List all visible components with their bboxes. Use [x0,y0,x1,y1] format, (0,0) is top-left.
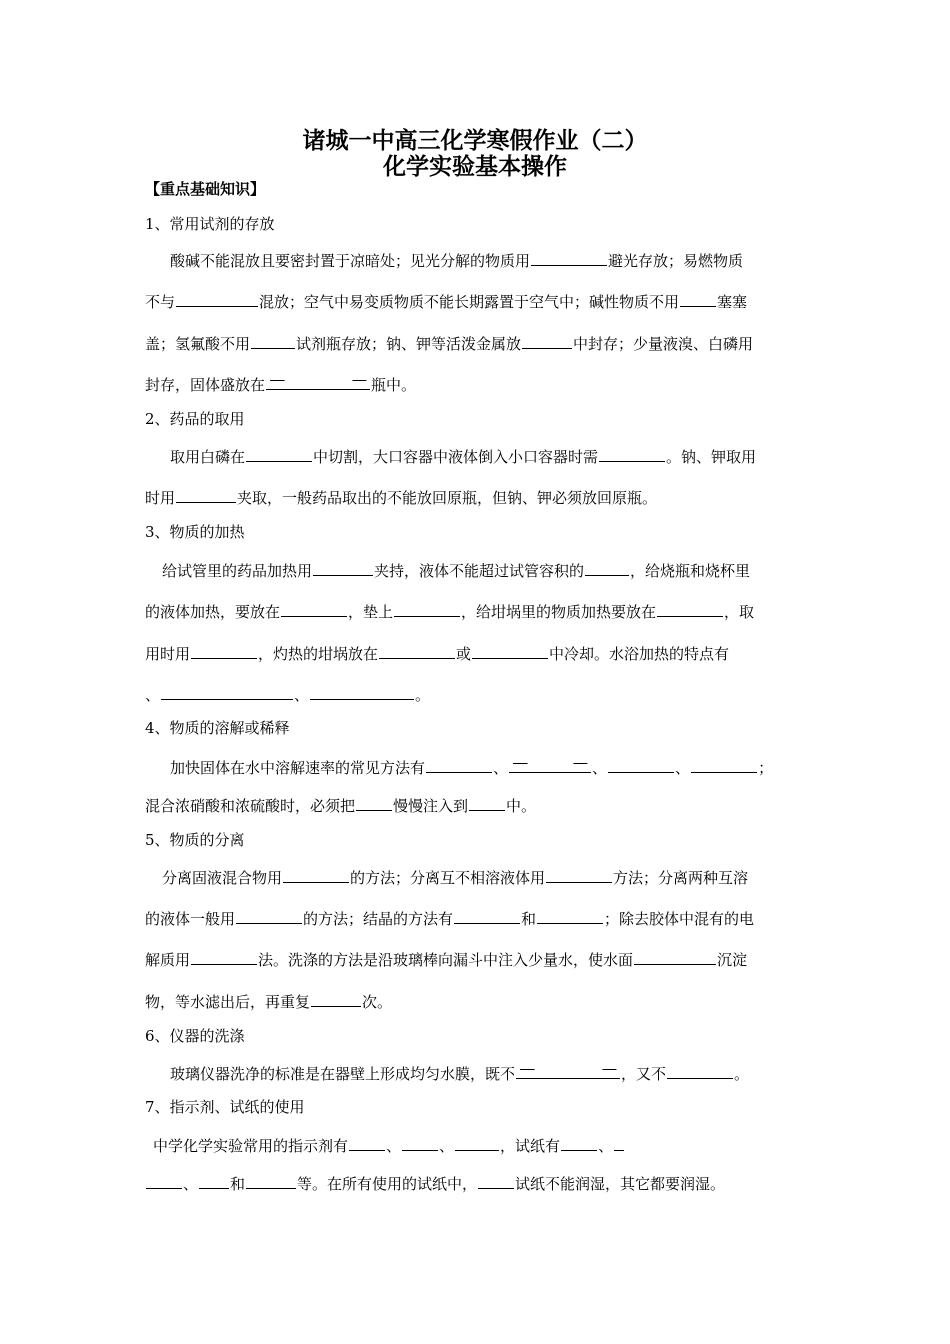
blank[interactable] [546,866,612,883]
blank[interactable] [236,907,302,924]
blank[interactable] [614,1134,624,1151]
s6-heading: 6、仪器的洗涤 [145,1027,245,1045]
blank[interactable] [311,990,361,1007]
blank[interactable] [349,1134,385,1151]
blank[interactable] [191,948,257,965]
section-heading: 【重点基础知识】 [145,180,266,198]
s1-line3: 盖；氢氟酸不用 试剂瓶存放；钠、钾等活泼金属放 中封存；少量液溴、白磷用 [145,332,753,354]
blank[interactable] [599,445,665,462]
s6-line1: 玻璃仪器洗净的标准是在器壁上形成均匀水膜，既不 ，又不 。 [170,1062,749,1084]
blank[interactable] [680,290,716,307]
s4-line1: 加快固体在水中溶解速率的常见方法有 、 、 、 ； [170,756,773,778]
blank[interactable] [531,249,607,266]
s5-line3: 解质用 法。洗涤的方法是沿玻璃棒向漏斗中注入少量水，使水面 沉淀 [145,948,747,970]
blank[interactable] [657,600,723,617]
s3-heading: 3、物质的加热 [145,523,245,541]
blank[interactable] [478,1172,514,1189]
blank[interactable] [246,445,312,462]
s1-line4: 封存，固体盛放在 瓶中。 [145,373,416,395]
blank[interactable] [455,1134,499,1151]
s4-heading: 4、物质的溶解或稀释 [145,719,290,737]
s4-line2: 混合浓硝酸和浓硫酸时，必须把 慢慢注入到 中。 [145,794,536,816]
blank[interactable] [191,642,257,659]
blank[interactable] [522,332,572,349]
blank[interactable] [161,683,293,700]
blank[interactable] [176,486,236,503]
blank[interactable] [516,1062,620,1079]
blank[interactable] [281,600,347,617]
blank[interactable] [313,559,373,576]
blank[interactable] [469,794,505,811]
page-title: 诸城一中高三化学寒假作业（二） [302,128,648,154]
blank[interactable] [246,1172,296,1189]
blank[interactable] [472,642,548,659]
blank[interactable] [310,683,414,700]
blank[interactable] [691,756,757,773]
s1-heading: 1、常用试剂的存放 [145,215,275,233]
blank[interactable] [283,866,349,883]
blank[interactable] [608,756,674,773]
blank[interactable] [199,1172,229,1189]
blank[interactable] [509,756,591,773]
blank[interactable] [454,907,520,924]
blank[interactable] [356,794,392,811]
blank[interactable] [426,756,492,773]
blank[interactable] [146,1172,182,1189]
s1-line1: 酸碱不能混放且要密封置于凉暗处；见光分解的物质用 避光存放；易燃物质 [170,249,743,271]
blank[interactable] [561,1134,597,1151]
s2-heading: 2、药品的取用 [145,410,245,428]
page-subtitle: 化学实验基本操作 [383,154,567,180]
blank[interactable] [402,1134,438,1151]
s7-line1: 中学化学实验常用的指示剂有 、 、 ，试纸有 、 [153,1134,625,1156]
blank[interactable] [394,600,460,617]
s3-line1: 给试管里的药品加热用 夹持，液体不能超过试管容积的 ，给烧瓶和烧杯里 [162,559,750,581]
s7-line2: 、 和 等。在所有使用的试纸中， 试纸不能润湿，其它都要润湿。 [145,1172,725,1194]
s1-line2: 不与 混放；空气中易变质物质不能长期露置于空气中；碱性物质不用 塞塞 [145,290,747,312]
s5-line1: 分离固液混合物用 的方法；分离互不相溶液体用 方法；分离两种互溶 [162,866,748,888]
s3-line4: 、 、 。 [145,683,430,705]
s5-heading: 5、物质的分离 [145,831,245,849]
blank[interactable] [251,332,295,349]
s7-heading: 7、指示剂、试纸的使用 [145,1098,305,1116]
blank[interactable] [634,948,716,965]
blank[interactable] [176,290,258,307]
s3-line2: 的液体加热，要放在 ，垫上 ，给坩埚里的物质加热要放在 ，取 [145,600,754,622]
blank[interactable] [266,373,370,390]
s5-line2: 的液体一般用 的方法；结晶的方法有 和 ；除去胶体中混有的电 [145,907,754,929]
blank[interactable] [537,907,603,924]
blank[interactable] [585,559,629,576]
s5-line4: 物，等水滤出后，再重复 次。 [145,990,392,1012]
blank[interactable] [379,642,455,659]
blank[interactable] [667,1062,733,1079]
s2-line2: 时用 夹取，一般药品取出的不能放回原瓶，但钠、钾必须放回原瓶。 [145,486,657,508]
s2-line1: 取用白磷在 中切割，大口容器中液体倒入小口容器时需 。钠、钾取用 [170,445,756,467]
s3-line3: 用时用 ，灼热的坩埚放在 或 中冷却。水浴加热的特点有 [145,642,729,664]
